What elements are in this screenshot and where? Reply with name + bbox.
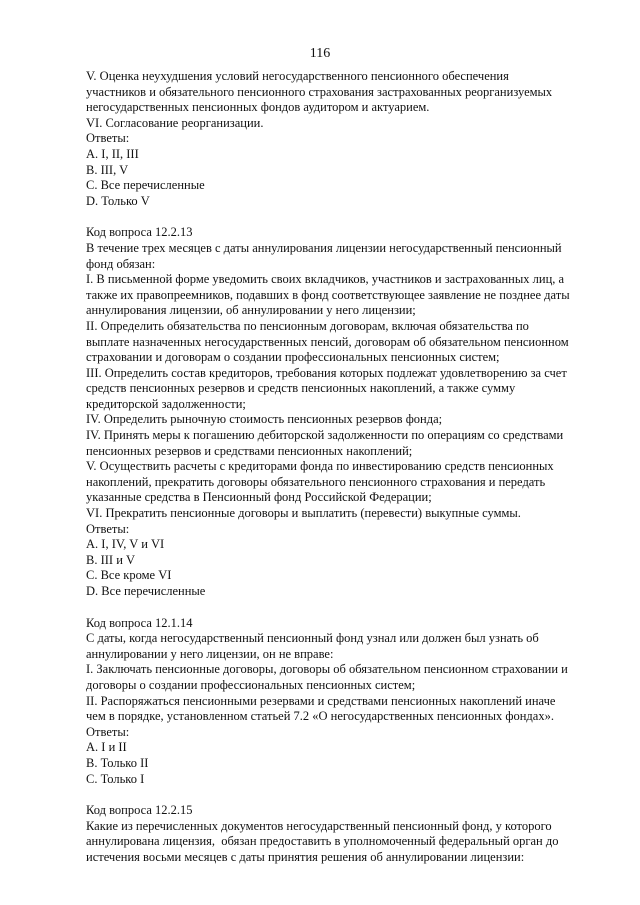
text-line: C. Все кроме VI — [86, 568, 172, 583]
text-line: средств пенсионных резервов и средств пенсионных накоплений, а также сумму — [86, 381, 516, 396]
text-line: I. Заключать пенсионные договоры, договоры об обязательном пенсионном страховании и — [86, 662, 568, 677]
text-line: IV. Принять меры к погашению дебиторской задолженности по операциям со средствами — [86, 428, 564, 443]
text-line: кредиторской задолженности; — [86, 396, 246, 411]
text-line: D. Все перечисленные — [86, 584, 206, 598]
text-line: C. Все перечисленные — [86, 178, 205, 193]
document-body — [86, 69, 586, 866]
text-line: С даты, когда негосударственный пенсионный фонд узнал или должен был узнать об — [86, 631, 539, 646]
text-line: указанные средства в Пенсионный фонд Российской Федерации; — [86, 490, 432, 505]
text-line: B. Только II — [86, 755, 149, 770]
text-line: выплате назначенных негосударственных пенсий, договорам об обязательном пенсионном — [86, 334, 569, 349]
text-line: пенсионных резервов и средствами пенсионных накоплений; — [86, 443, 413, 458]
paragraph-gap — [86, 787, 586, 803]
text-line: Ответы: — [86, 521, 130, 536]
text-line: C. Только I — [86, 771, 145, 786]
text-line: чем в порядке, установленном статьей 7.2 «О негосударственных пенсионных фондах». — [86, 709, 554, 724]
text-line: договоры о создании профессиональных пенсионных систем; — [86, 677, 416, 692]
paragraph-gap — [86, 600, 586, 616]
text-line: В течение трех месяцев с даты аннулирования лицензии негосударственный пенсионный — [86, 240, 562, 255]
text-line: аннулирования лицензии, об аннулировании у него лицензии; — [86, 303, 416, 318]
text-line: Какие из перечисленных документов негосударственный пенсионный фонд, у которого — [86, 818, 552, 833]
text-line: истечения восьми месяцев с даты принятия решения об аннулировании лицензии: — [86, 849, 525, 864]
text-line: аннулировании у него лицензии, он не вправе: — [86, 646, 334, 661]
text-line: Код вопроса 12.2.13 — [86, 225, 193, 240]
text-line: также их правопреемников, подавших в фонд соответствующее заявление не позднее даты — [86, 287, 570, 302]
text-line: VI. Согласование реорганизации. — [86, 115, 264, 130]
paragraph-gap — [86, 209, 586, 225]
text-line: Ответы: — [86, 724, 130, 739]
text-line: страховании и договорам о создании профессиональных пенсионных систем; — [86, 350, 500, 365]
text-line: негосударственных пенсионных фондов аудитором и актуарием. — [86, 100, 430, 115]
text-line: A. I, II, III — [86, 146, 139, 161]
text-line: B. III, V — [86, 162, 129, 177]
text-line: VI. Прекратить пенсионные договоры и выплатить (перевести) выкупные суммы. — [86, 506, 521, 521]
text-line: D. Только V — [86, 193, 150, 208]
text-line: фонд обязан: — [86, 256, 156, 271]
text-line: A. I, IV, V и VI — [86, 537, 165, 552]
text-line: аннулирована лицензия, обязан предоставить в уполномоченный федеральный орган до — [86, 834, 559, 849]
text-line: A. I и II — [86, 740, 127, 755]
page-number: 116 — [309, 46, 331, 61]
text-line: III. Определить состав кредиторов, требования которых подлежат удовлетворению за счет — [86, 365, 567, 380]
text-line: II. Определить обязательства по пенсионным договорам, включая обязательства по — [86, 318, 529, 333]
text-line: I. В письменной форме уведомить своих вкладчиков, участников и застрахованных лиц, а — [86, 272, 565, 287]
text-line: Код вопроса 12.2.15 — [86, 803, 193, 818]
text-line: участников и обязательного пенсионного страхования застрахованных реорганизуемых — [86, 84, 553, 99]
text-line: Ответы: — [86, 131, 130, 146]
text-line: V. Оценка неухудшения условий негосударственного пенсионного обеспечения — [86, 69, 509, 83]
text-line: V. Осуществить расчеты с кредиторами фонда по инвестированию средств пенсионных — [86, 459, 554, 474]
text-line: II. Распоряжаться пенсионными резервами и средствами пенсионных накоплений иначе — [86, 693, 556, 708]
text-line: Код вопроса 12.1.14 — [86, 615, 193, 630]
text-line: B. III и V — [86, 552, 136, 567]
text-line: IV. Определить рыночную стоимость пенсионных резервов фонда; — [86, 412, 443, 427]
text-line: накоплений, прекратить договоры обязательного пенсионного страхования и передать — [86, 474, 546, 489]
